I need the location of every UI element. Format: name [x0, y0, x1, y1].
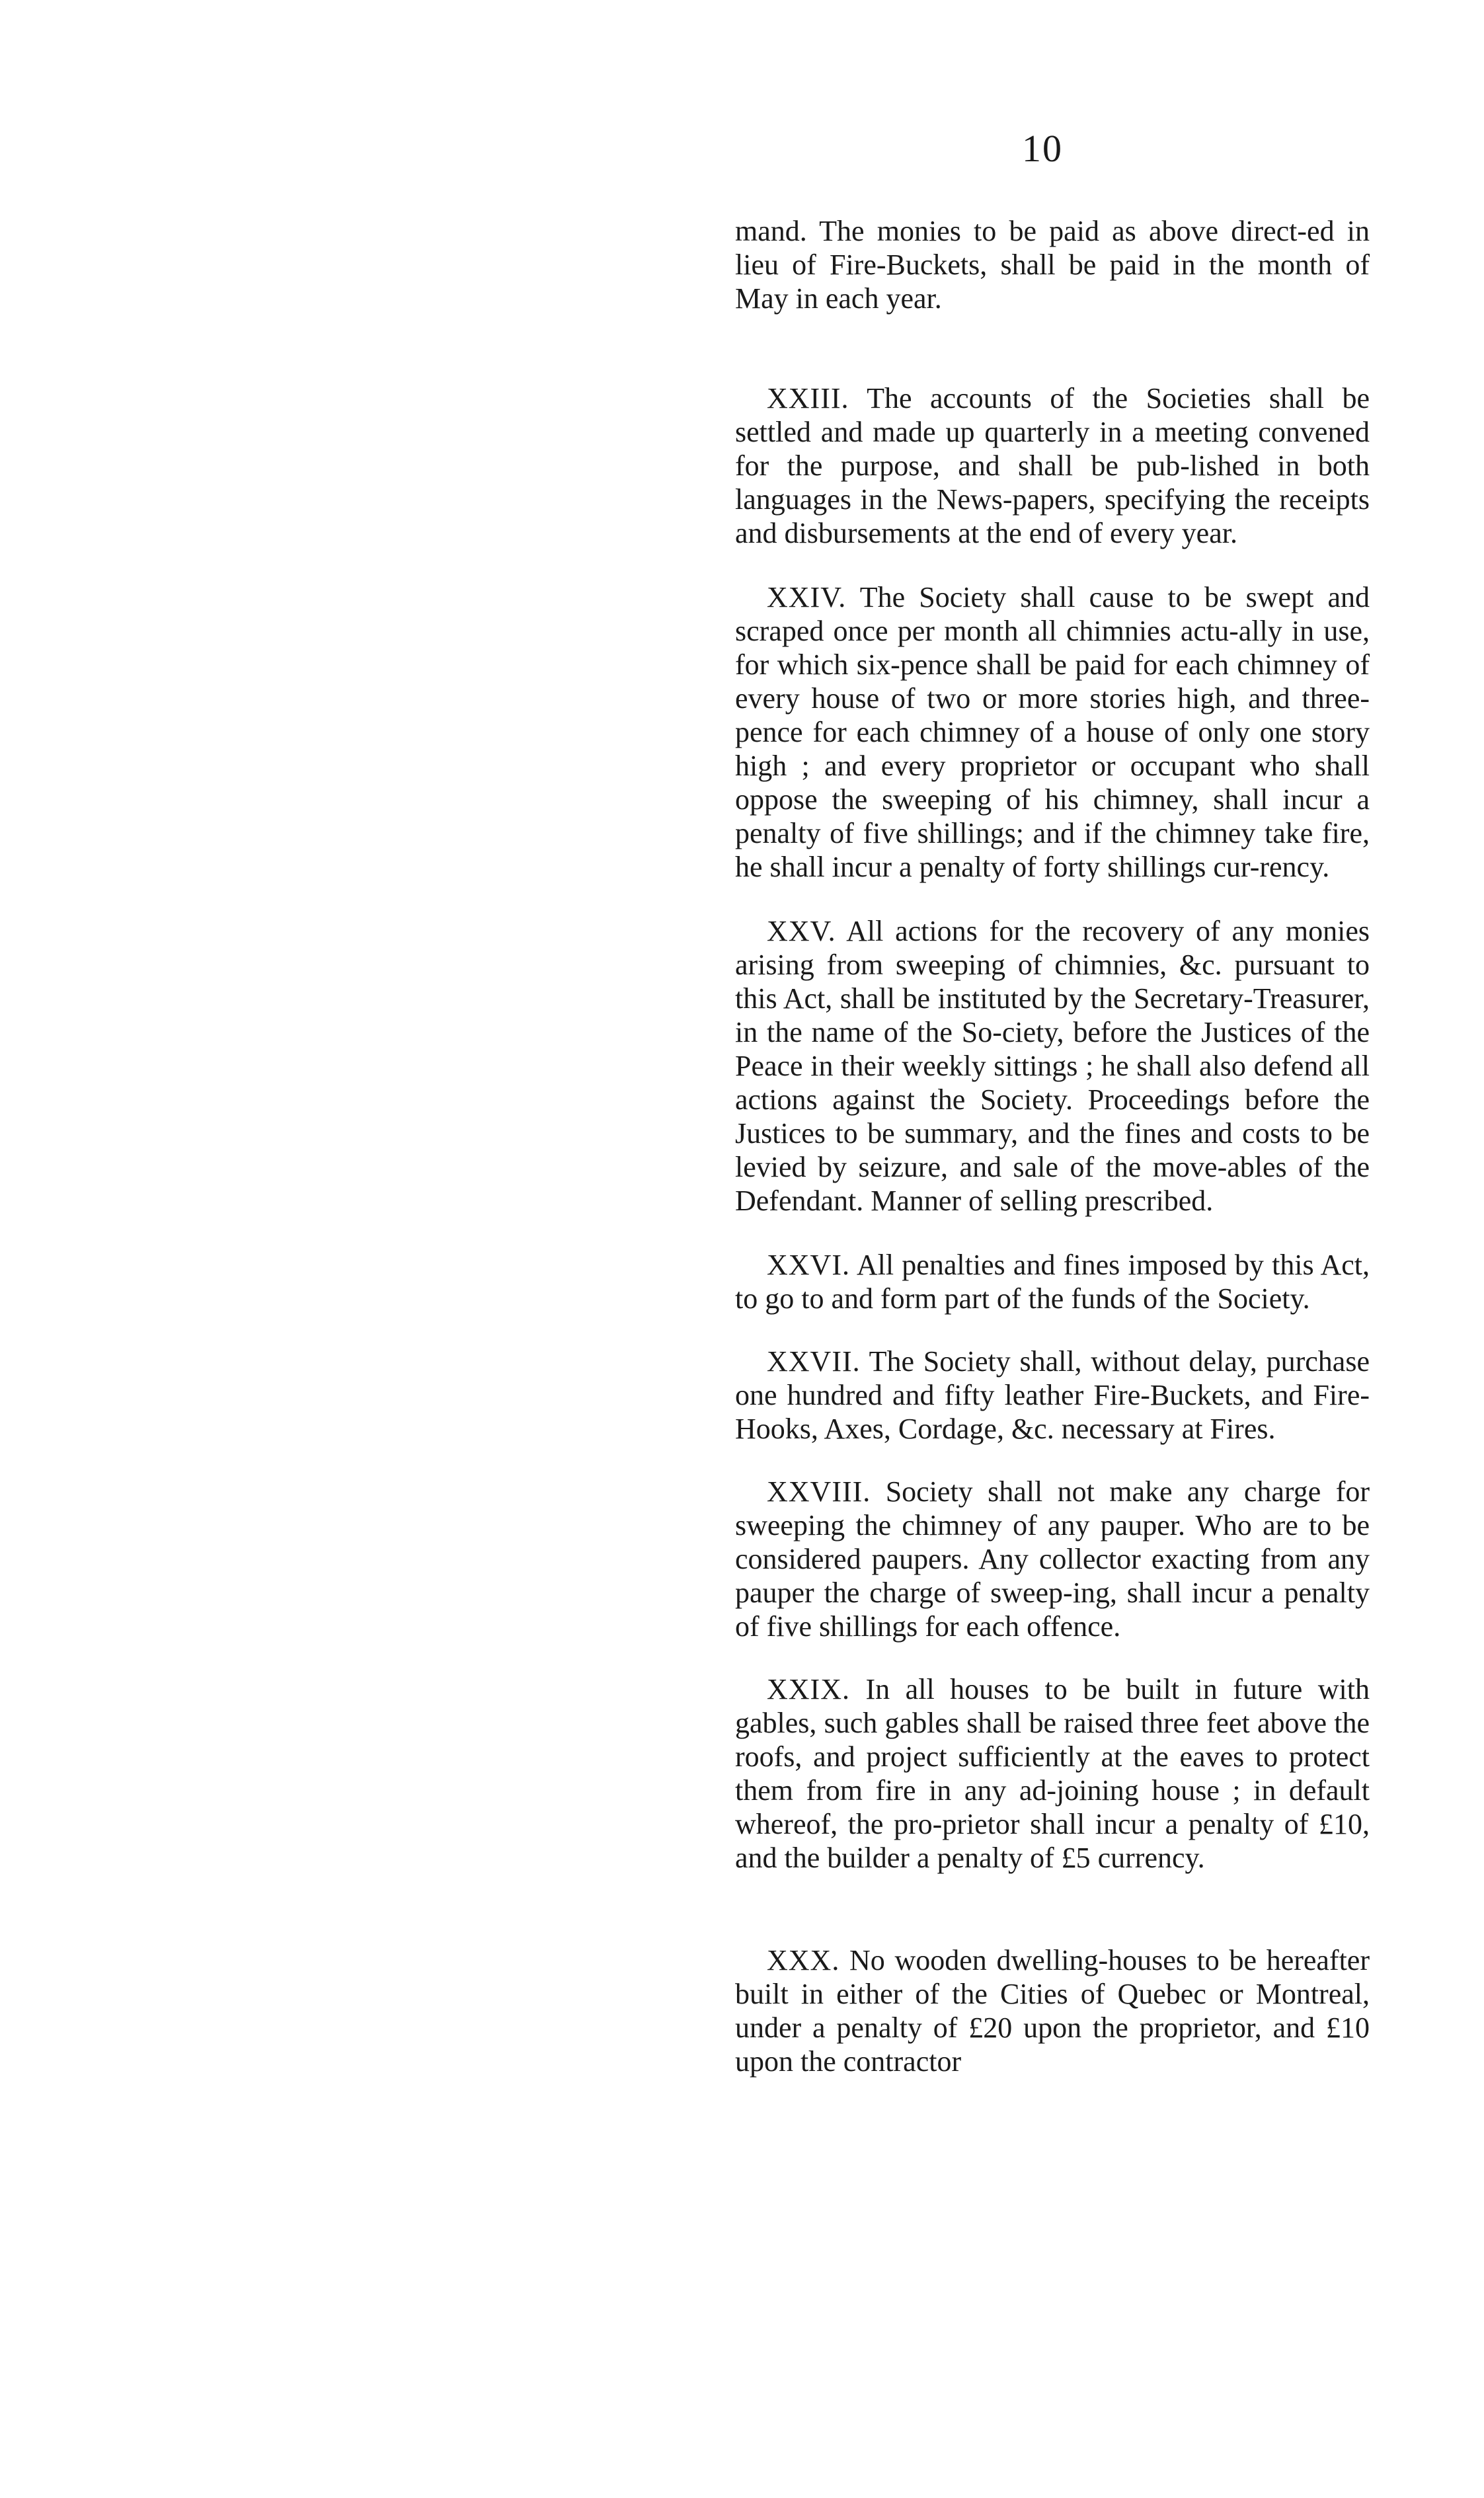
- paragraph-text: Society shall not make any charge for sweeping the chimney of any pauper. Who are to be considered paupers. Any collector exacting from any pauper the charge of sweep-ing, shall incur a penalty of five shillings for each offence.: [735, 1475, 1370, 1643]
- paragraph-continuation: [735, 214, 1370, 315]
- section-numeral: XXX.: [767, 1944, 840, 1976]
- paragraph-text: All penalties and fines imposed by this Act, to go to and form part of the funds of the Society.: [735, 1249, 1370, 1315]
- text-column: [735, 214, 1370, 2078]
- section-numeral: XXIV.: [767, 581, 847, 613]
- paragraph-xxix: [735, 1672, 1370, 1875]
- paragraph-xxiv: [735, 580, 1370, 884]
- section-numeral: XXIII.: [767, 382, 849, 414]
- section-numeral: XXV.: [767, 915, 836, 947]
- paragraph-xxviii: [735, 1475, 1370, 1643]
- paragraph-xxvii: [735, 1345, 1370, 1446]
- paragraph-text: No wooden dwelling-houses to be hereafter built in either of the Cities of Quebec or Montreal, under a penalty of £20 upon the proprietor, and £10 upon the contractor: [735, 1944, 1370, 2078]
- paragraph-xxvi: [735, 1248, 1370, 1315]
- paragraph-xxx: [735, 1943, 1370, 2078]
- paragraph-xxiii: [735, 381, 1370, 550]
- paragraph-xxv: [735, 914, 1370, 1218]
- section-numeral: XXIX.: [767, 1673, 850, 1705]
- page-number: 10: [1022, 127, 1063, 170]
- paragraph-text: mand. The monies to be paid as above direct-ed in lieu of Fire-Buckets, shall be paid in the month of May in each year.: [735, 215, 1370, 315]
- paragraph-text: All actions for the recovery of any monies arising from sweeping of chimnies, &c. pursuant to this Act, shall be instituted by the Secretary-Treasurer, in the name of the So-ciety, before the Justices of the Peace in their weekly sittings ; he shall also defend all actions against the Society. Proceedings before the Justices to be summary, and the fines and costs to be levied by seizure, and sale of the move-ables of the Defendant. Manner of selling prescribed.: [735, 915, 1370, 1217]
- paragraph-text: The accounts of the Societies shall be settled and made up quarterly in a meeting convened for the purpose, and shall be pub-lished in both languages in the News-papers, specifying the receipts and disbursements at the end of every year.: [735, 382, 1370, 549]
- paragraph-text: The Society shall cause to be swept and scraped once per month all chimnies actu-ally in use, for which six-pence shall be paid for each chimney of every house of two or more stories high, and three-pence for each chimney of a house of only one story high ; and every proprietor or occupant who shall oppose the sweeping of his chimney, shall incur a penalty of five shillings; and if the chimney take fire, he shall incur a penalty of forty shillings cur-rency.: [735, 581, 1370, 883]
- section-numeral: XXVIII.: [767, 1475, 871, 1508]
- paragraph-text: In all houses to be built in future with gables, such gables shall be raised three feet above the roofs, and project sufficiently at the eaves to protect them from fire in any ad-joining house ; in default whereof, the pro-prietor shall incur a penalty of £10, and the builder a penalty of £5 currency.: [735, 1673, 1370, 1874]
- paragraph-text: The Society shall, without delay, purchase one hundred and fifty leather Fire-Buckets, and Fire-Hooks, Axes, Cordage, &c. necessary at Fires.: [735, 1345, 1370, 1445]
- section-numeral: XXVII.: [767, 1345, 861, 1378]
- section-numeral: XXVI.: [767, 1249, 850, 1281]
